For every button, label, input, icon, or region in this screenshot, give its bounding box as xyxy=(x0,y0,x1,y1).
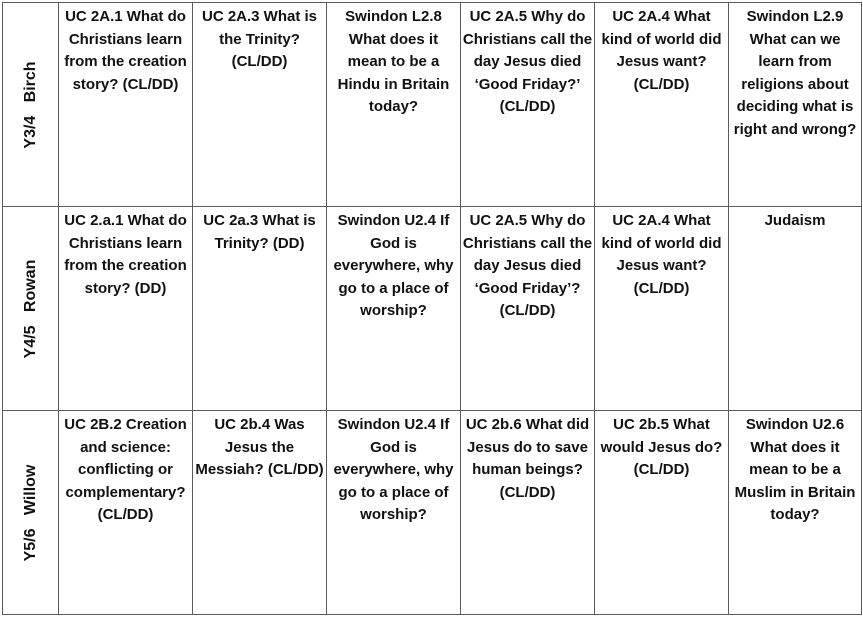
year-group-cell xyxy=(3,207,59,411)
year-group-label: Y4/5 Rowan xyxy=(21,259,39,358)
year-group-cell xyxy=(3,3,59,207)
unit-cell: Swindon L2.9 What can we learn from religions about deciding what is right and wrong? xyxy=(729,3,862,207)
year-group-label: Y5/6 Willow xyxy=(21,464,39,561)
unit-cell: UC 2A.5 Why do Christians call the day Jesus died ‘Good Friday’? (CL/DD) xyxy=(461,207,595,411)
unit-cell: Swindon U2.6 What does it mean to be a Muslim in Britain today? xyxy=(729,411,862,615)
unit-cell: UC 2A.4 What kind of world did Jesus want? (CL/DD) xyxy=(595,207,729,411)
unit-cell: UC 2B.2 Creation and science: conflicting or complementary? (CL/DD) xyxy=(59,411,193,615)
re-curriculum-table xyxy=(2,2,862,615)
unit-cell: UC 2.a.1 What do Christians learn from the creation story? (DD) xyxy=(59,207,193,411)
unit-cell: Judaism xyxy=(729,207,862,411)
unit-cell: UC 2a.3 What is Trinity? (DD) xyxy=(193,207,327,411)
unit-cell: UC 2b.4 Was Jesus the Messiah? (CL/DD) xyxy=(193,411,327,615)
unit-cell: UC 2A.5 Why do Christians call the day Jesus died ‘Good Friday?’ (CL/DD) xyxy=(461,3,595,207)
table-row-rowan xyxy=(3,207,862,411)
table-row-willow xyxy=(3,411,862,615)
unit-cell: UC 2A.3 What is the Trinity? (CL/DD) xyxy=(193,3,327,207)
year-group-cell xyxy=(3,411,59,615)
unit-cell: UC 2A.4 What kind of world did Jesus want? (CL/DD) xyxy=(595,3,729,207)
unit-cell: UC 2b.5 What would Jesus do? (CL/DD) xyxy=(595,411,729,615)
unit-cell: UC 2A.1 What do Christians learn from the creation story? (CL/DD) xyxy=(59,3,193,207)
table-row-birch xyxy=(3,3,862,207)
year-group-label: Y3/4 Birch xyxy=(21,60,39,149)
unit-cell: UC 2b.6 What did Jesus do to save human beings? (CL/DD) xyxy=(461,411,595,615)
unit-cell: Swindon U2.4 If God is everywhere, why go to a place of worship? xyxy=(327,411,461,615)
unit-cell: Swindon L2.8 What does it mean to be a Hindu in Britain today? xyxy=(327,3,461,207)
unit-cell: Swindon U2.4 If God is everywhere, why go to a place of worship? xyxy=(327,207,461,411)
